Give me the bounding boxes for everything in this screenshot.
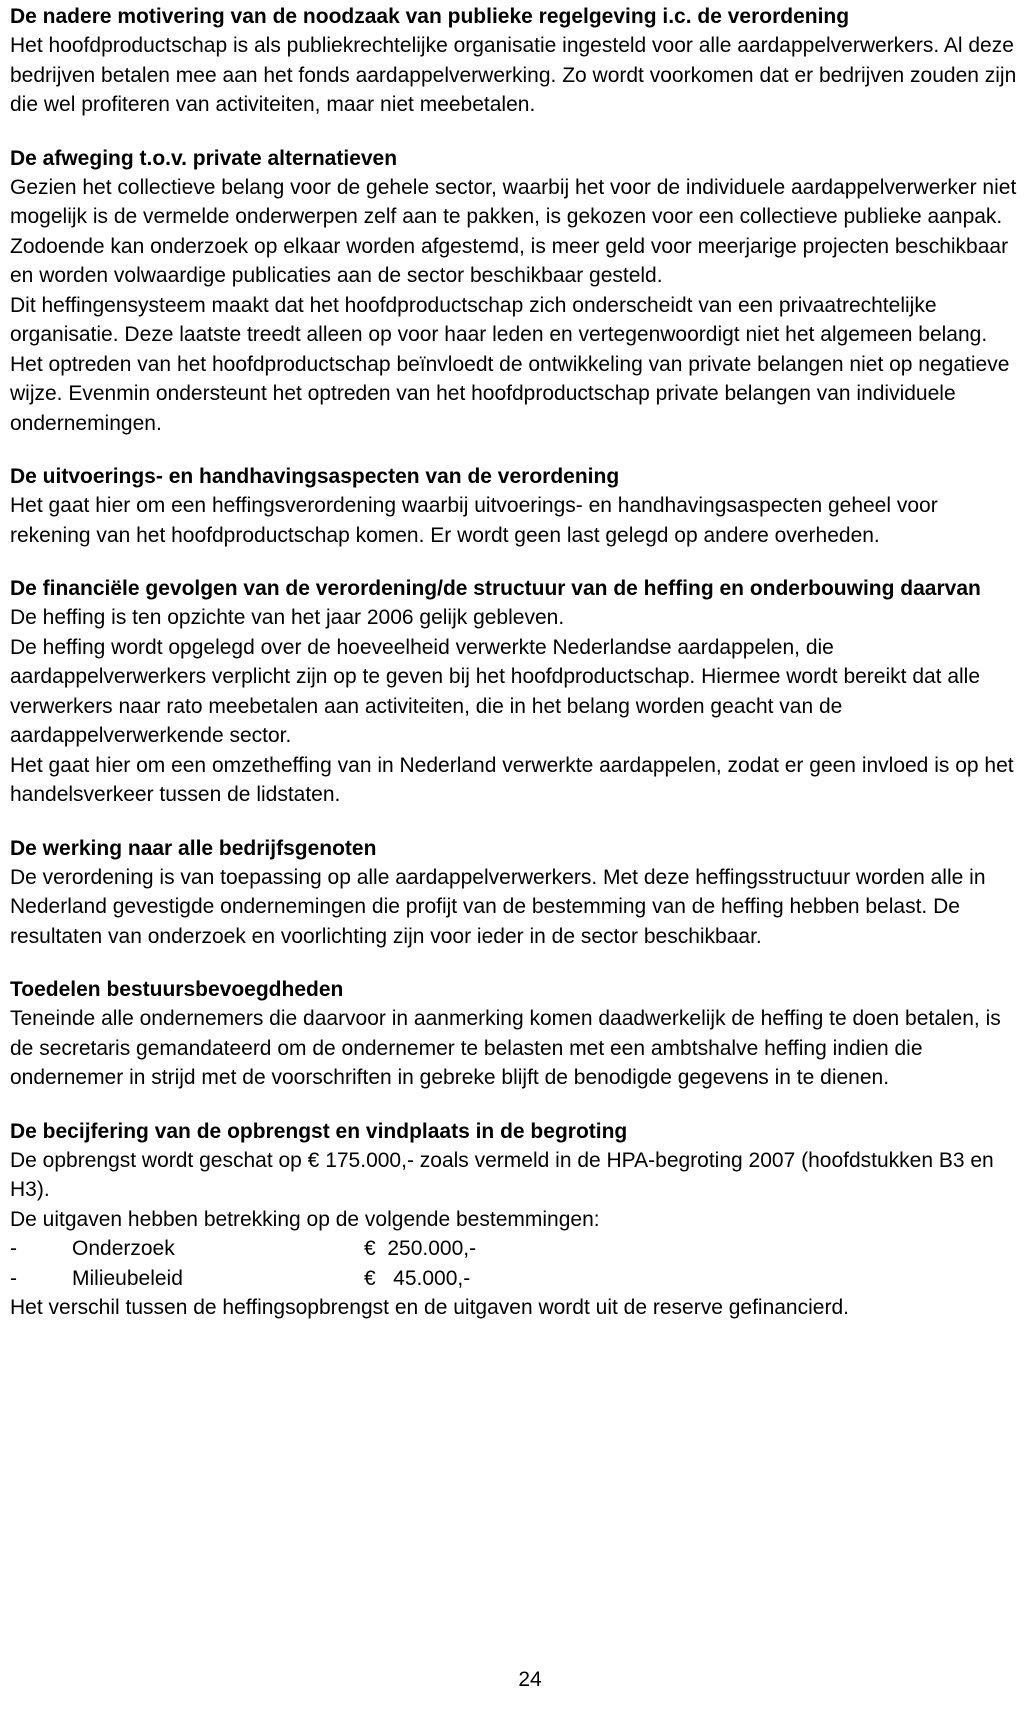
page-number: 24 bbox=[518, 1668, 542, 1691]
section-paragraph: De uitgaven hebben betrekking op de volgende bestemmingen: bbox=[10, 1207, 600, 1231]
section-werking bbox=[10, 834, 1022, 952]
section-paragraph: Het gaat hier om een omzetheffing van in Nederland verwerkte aardappelen, zodat er geen invloed is op het handelsverkeer tussen de lidstaten. bbox=[10, 753, 1014, 806]
section-financiele-gevolgen bbox=[10, 574, 1022, 810]
section-heading: Toedelen bestuursbevoegdheden bbox=[10, 978, 344, 1001]
section-paragraph: De opbrengst wordt geschat op € 175.000,- zoals vermeld in de HPA-begroting 2007 (hoofdstukken B3 en H3). bbox=[10, 1148, 994, 1201]
list-item-label: Onderzoek bbox=[72, 1237, 175, 1260]
expenditure-list bbox=[10, 1234, 1022, 1293]
section-paragraph: Gezien het collectieve belang voor de gehele sector, waarbij het voor de individuele aardappelverwerker niet mogelijk is de vermelde onderwerpen zelf aan te pakken, is gekozen voor een collectieve publieke aanpak. Zodoende kan onderzoek op elkaar worden afgestemd, is meer geld voor meerjarige projecten beschikbaar en worden volwaardige publicaties aan de sector beschikbaar gesteld. bbox=[10, 175, 1017, 287]
document-body bbox=[10, 2, 1022, 1347]
section-heading: De nadere motivering van de noodzaak van publieke regelgeving i.c. de verordening bbox=[10, 5, 850, 28]
section-paragraph: De heffing is ten opzichte van het jaar 2006 gelijk gebleven. bbox=[10, 606, 565, 629]
section-becijfering bbox=[10, 1117, 1022, 1323]
list-item bbox=[10, 1234, 1022, 1264]
section-heading: De uitvoerings- en handhavingsaspecten van de verordening bbox=[10, 465, 620, 488]
section-paragraph: Dit heffingensysteem maakt dat het hoofdproductschap zich onderscheidt van een privaatrechtelijke organisatie. Deze laatste treedt alleen op voor haar leden en vertegenwoordigt niet het algemeen belang. Het optreden van het hoofdproductschap beïnvloedt de ontwikkeling van private belangen niet op negatieve wijze. Evenmin ondersteunt het optreden van het hoofdproductschap private belangen van individuele ondernemingen. bbox=[10, 293, 1010, 435]
section-uitvoering bbox=[10, 462, 1022, 550]
section-afweging bbox=[10, 144, 1022, 439]
section-paragraph: De verordening is van toepassing op alle aardappelverwerkers. Met deze heffingsstructuur worden alle in Nederland gevestigde ondernemingen die profijt van de bestemming van de heffing hebben belast. De resultaten van onderzoek en voorlichting zijn voor ieder in de sector beschikbaar. bbox=[10, 865, 986, 948]
list-item bbox=[10, 1264, 1022, 1294]
list-item-amount: € 45.000,- bbox=[364, 1266, 471, 1290]
section-motivering bbox=[10, 2, 1022, 120]
section-heading: De financiële gevolgen van de verordening/de structuur van de heffing en onderbouwing daarvan bbox=[10, 577, 981, 600]
list-item-label: Milieubeleid bbox=[72, 1266, 183, 1290]
section-paragraph: Teneinde alle ondernemers die daarvoor in aanmerking komen daadwerkelijk de heffing te doen betalen, is de secretaris gemandateerd om de ondernemer te belasten met een ambtshalve heffing indien die ondernemer in strijd met de voorschriften in gebreke blijft de benodigde gegevens in te dienen. bbox=[10, 1007, 1001, 1089]
section-paragraph: Het gaat hier om een heffingsverordening waarbij uitvoerings- en handhavingsaspecten geheel voor rekening van het hoofdproductschap komen. Er wordt geen last gelegd op andere overheden. bbox=[10, 494, 938, 547]
section-heading: De afweging t.o.v. private alternatieven bbox=[10, 146, 398, 170]
list-item-amount: € 250.000,- bbox=[364, 1237, 477, 1260]
section-paragraph: Het verschil tussen de heffingsopbrengst en de uitgaven wordt uit de reserve gefinancierd. bbox=[10, 1296, 849, 1319]
section-paragraph: Het hoofdproductschap is als publiekrechtelijke organisatie ingesteld voor alle aardappelverwerkers. Al deze bedrijven betalen mee aan het fonds aardappelverwerking. Zo wordt voorkomen dat er bedrijven zouden zijn die wel profiteren van activiteiten, maar niet meebetalen. bbox=[10, 34, 1017, 116]
section-heading: De werking naar alle bedrijfsgenoten bbox=[10, 836, 377, 860]
list-bullet: - bbox=[10, 1237, 17, 1260]
section-heading: De becijfering van de opbrengst en vindplaats in de begroting bbox=[10, 1119, 628, 1143]
section-paragraph: De heffing wordt opgelegd over de hoeveelheid verwerkte Nederlandse aardappelen, die aardappelverwerkers verplicht zijn op te geven bij het hoofdproductschap. Hiermee wordt bereikt dat alle verwerkers naar rato meebetalen aan activiteiten, die in het belang worden geacht van de aardappelverwerkende sector. bbox=[10, 635, 981, 747]
section-bestuursbevoegdheden bbox=[10, 975, 1022, 1093]
list-bullet: - bbox=[10, 1266, 17, 1290]
